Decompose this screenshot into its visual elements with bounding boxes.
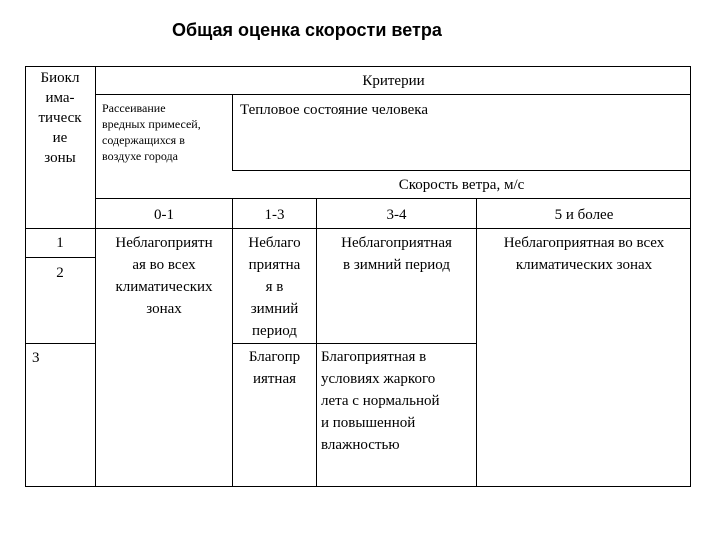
speed-range-5-plus: 5 и более xyxy=(554,207,614,223)
cell-speed-0-1: Неблагоприятн ая во всех климатических зонах xyxy=(115,235,213,317)
speed-range-0-1: 0-1 xyxy=(154,207,174,223)
thermal-header: Тепловое состояние человека xyxy=(240,102,429,118)
cell-speed-5-plus: Неблагоприятная во всех климатических зонах xyxy=(503,235,665,273)
cell-speed-1-3-zone-3: Благопр иятная xyxy=(248,349,301,387)
dispersion-header: Рассеивание вредных примесей, содержащихся в воздухе города xyxy=(102,101,201,163)
cell-speed-3-4-zones-1-2: Неблагоприятная в зимний период xyxy=(341,235,452,273)
zone-2: 2 xyxy=(56,265,64,281)
zone-3: 3 xyxy=(32,350,40,366)
page-title: Общая оценка скорости ветра xyxy=(172,20,442,40)
zones-header: Биокл има- тическ ие зоны xyxy=(38,70,82,166)
zone-1: 1 xyxy=(56,235,64,251)
speed-range-1-3: 1-3 xyxy=(264,207,285,223)
speed-range-3-4: 3-4 xyxy=(386,207,407,223)
cell-speed-3-4-zone-3: Благоприятная в условиях жаркого лета с нормальной и повышенной влажностью xyxy=(321,349,440,453)
cell-speed-1-3-zones-1-2: Неблаго приятна я в зимний период xyxy=(248,235,301,339)
wind-speed-header: Скорость ветра, м/с xyxy=(398,177,525,193)
criteria-header: Критерии xyxy=(362,73,425,89)
